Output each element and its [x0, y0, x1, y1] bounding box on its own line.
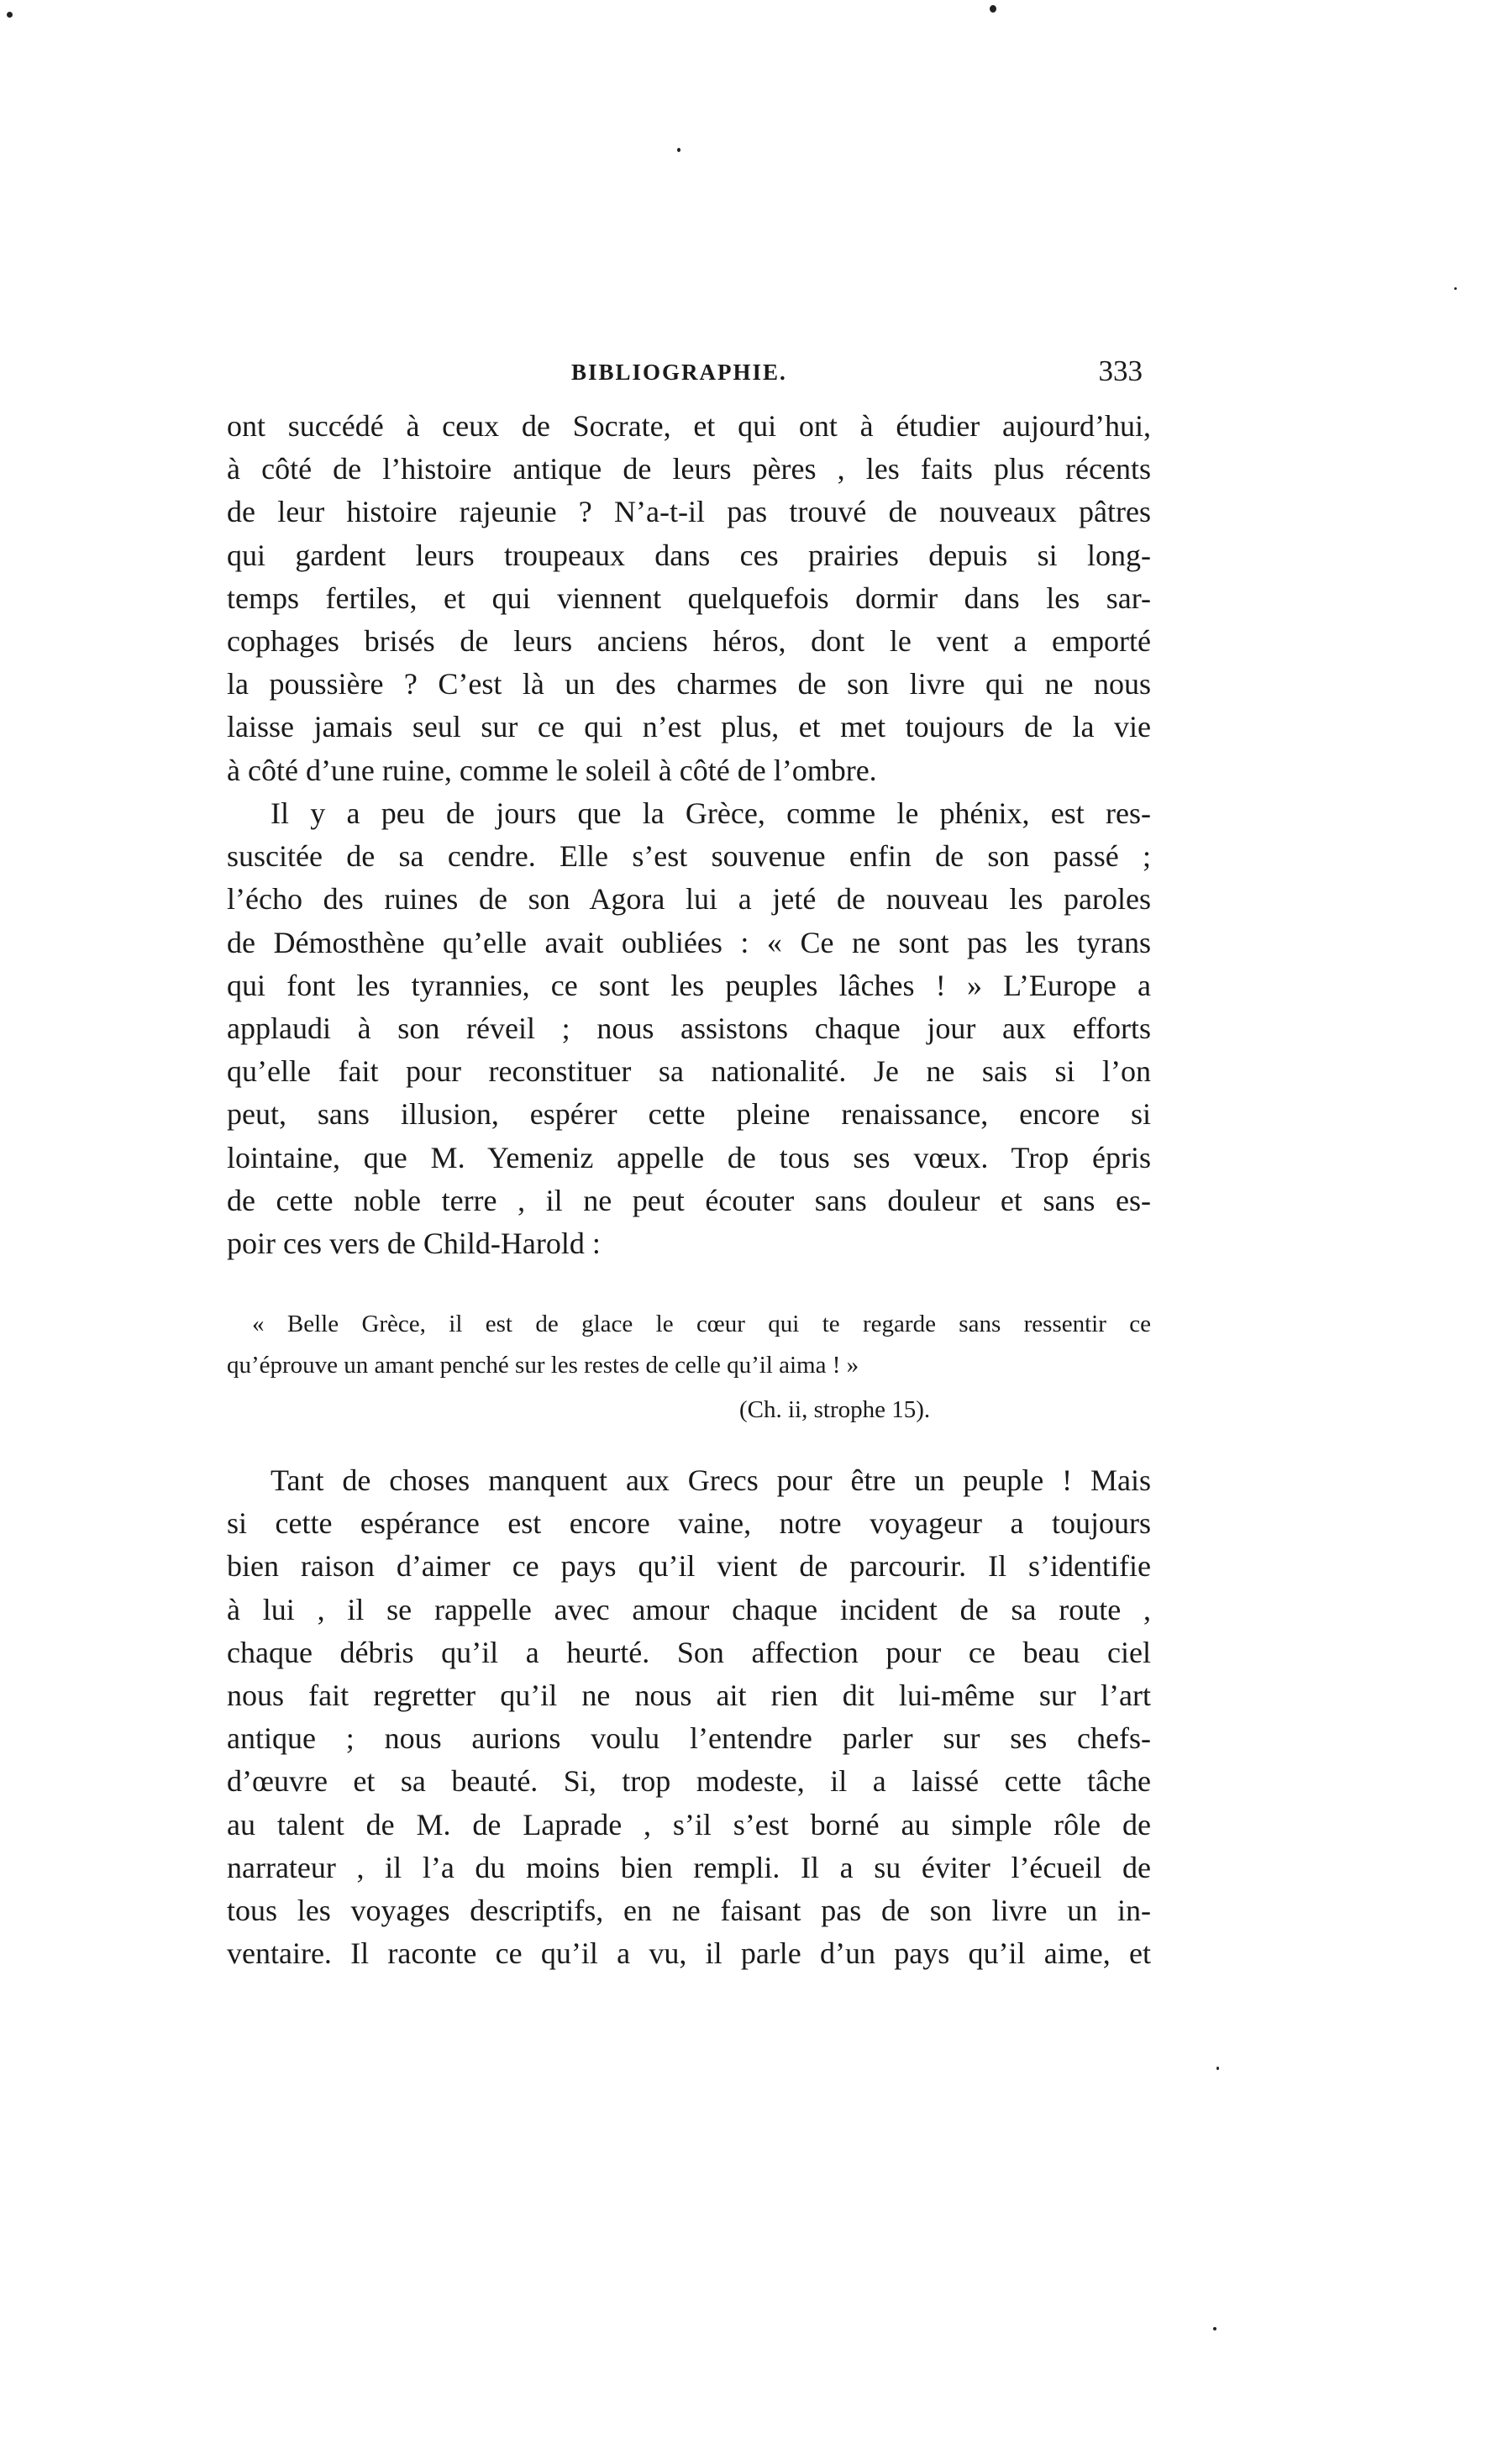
text-line: qui gardent leurs troupeaux dans ces prairies depuis si long-: [227, 538, 1151, 572]
paragraph-2: [227, 792, 1151, 1265]
text-line: nous fait regretter qu’il ne nous ait rien dit lui-même sur l’art: [227, 1678, 1151, 1712]
text-line: lointaine, que M. Yemeniz appelle de tous ses vœux. Trop épris: [227, 1140, 1151, 1174]
quote-citation: (Ch. ii, strophe 15).: [739, 1396, 931, 1423]
text-line: de Démosthène qu’elle avait oubliées : « Ce ne sont pas les tyrans: [227, 925, 1151, 959]
page-number: 333: [1098, 355, 1143, 387]
paragraph-3: [227, 1459, 1151, 1975]
text-line: suscitée de sa cendre. Elle s’est souvenue enfin de son passé ;: [227, 839, 1151, 874]
text-line: la poussière ? C’est là un des charmes de son livre qui ne nous: [227, 667, 1151, 701]
text-line: si cette espérance est encore vaine, notre voyageur a toujours: [227, 1506, 1151, 1541]
block-quote: [227, 1304, 1151, 1386]
paragraph-1: [227, 405, 1151, 792]
text-line: cophages brisés de leurs anciens héros, dont le vent a emporté: [227, 623, 1151, 658]
text-line: à lui , il se rappelle avec amour chaque incident de sa route ,: [227, 1592, 1151, 1626]
text-line: à côté d’une ruine, comme le soleil à côté de l’ombre.: [227, 753, 877, 787]
text-line: de leur histoire rajeunie ? N’a-t-il pas trouvé de nouveaux pâtres: [227, 495, 1151, 529]
text-line: applaudi à son réveil ; nous assistons chaque jour aux efforts: [227, 1011, 1151, 1045]
text-line: antique ; nous aurions voulu l’entendre parler sur ses chefs-: [227, 1721, 1151, 1756]
text-line: l’écho des ruines de son Agora lui a jeté de nouveau les paroles: [227, 882, 1151, 917]
text-line: temps fertiles, et qui viennent quelquefois dormir dans les sar-: [227, 581, 1151, 615]
text-line: Il y a peu de jours que la Grèce, comme le phénix, est res-: [271, 796, 1151, 830]
text-line: à côté de l’histoire antique de leurs pères , les faits plus récents: [227, 452, 1151, 486]
text-line: tous les voyages descriptifs, en ne faisant pas de son livre un in-: [227, 1893, 1151, 1927]
quote-line: « Belle Grèce, il est de glace le cœur qui te regarde sans ressentir ce: [252, 1311, 1151, 1337]
text-line: poir ces vers de Child-Harold :: [227, 1226, 601, 1260]
text-line: peut, sans illusion, espérer cette pleine renaissance, encore si: [227, 1097, 1151, 1132]
text-line: de cette noble terre , il ne peut écouter sans douleur et sans es-: [227, 1183, 1151, 1217]
text-line: bien raison d’aimer ce pays qu’il vient de parcourir. Il s’identifie: [227, 1549, 1151, 1584]
text-line: chaque débris qu’il a heurté. Son affection pour ce beau ciel: [227, 1635, 1151, 1669]
text-line: d’œuvre et sa beauté. Si, trop modeste, il a laissé cette tâche: [227, 1764, 1151, 1799]
text-line: qui font les tyrannies, ce sont les peuples lâches ! » L’Europe a: [227, 968, 1151, 1002]
quote-line: qu’éprouve un amant penché sur les restes de celle qu’il aima ! »: [227, 1352, 859, 1379]
page-header: [571, 355, 1143, 402]
text-line: narrateur , il l’a du moins bien rempli. Il a su éviter l’écueil de: [227, 1850, 1151, 1884]
text-line: laisse jamais seul sur ce qui n’est plus, et met toujours de la vie: [227, 710, 1151, 744]
text-line: ventaire. Il raconte ce qu’il a vu, il parle d’un pays qu’il aime, et: [227, 1936, 1151, 1971]
text-line: ont succédé à ceux de Socrate, et qui ont à étudier aujourd’hui,: [227, 409, 1151, 443]
text-line: qu’elle fait pour reconstituer sa nationalité. Je ne sais si l’on: [227, 1054, 1151, 1089]
text-line: au talent de M. de Laprade , s’il s’est borné au simple rôle de: [227, 1807, 1151, 1841]
running-title: BIBLIOGRAPHIE.: [571, 360, 787, 385]
text-line: Tant de choses manquent aux Grecs pour être un peuple ! Mais: [271, 1463, 1151, 1497]
